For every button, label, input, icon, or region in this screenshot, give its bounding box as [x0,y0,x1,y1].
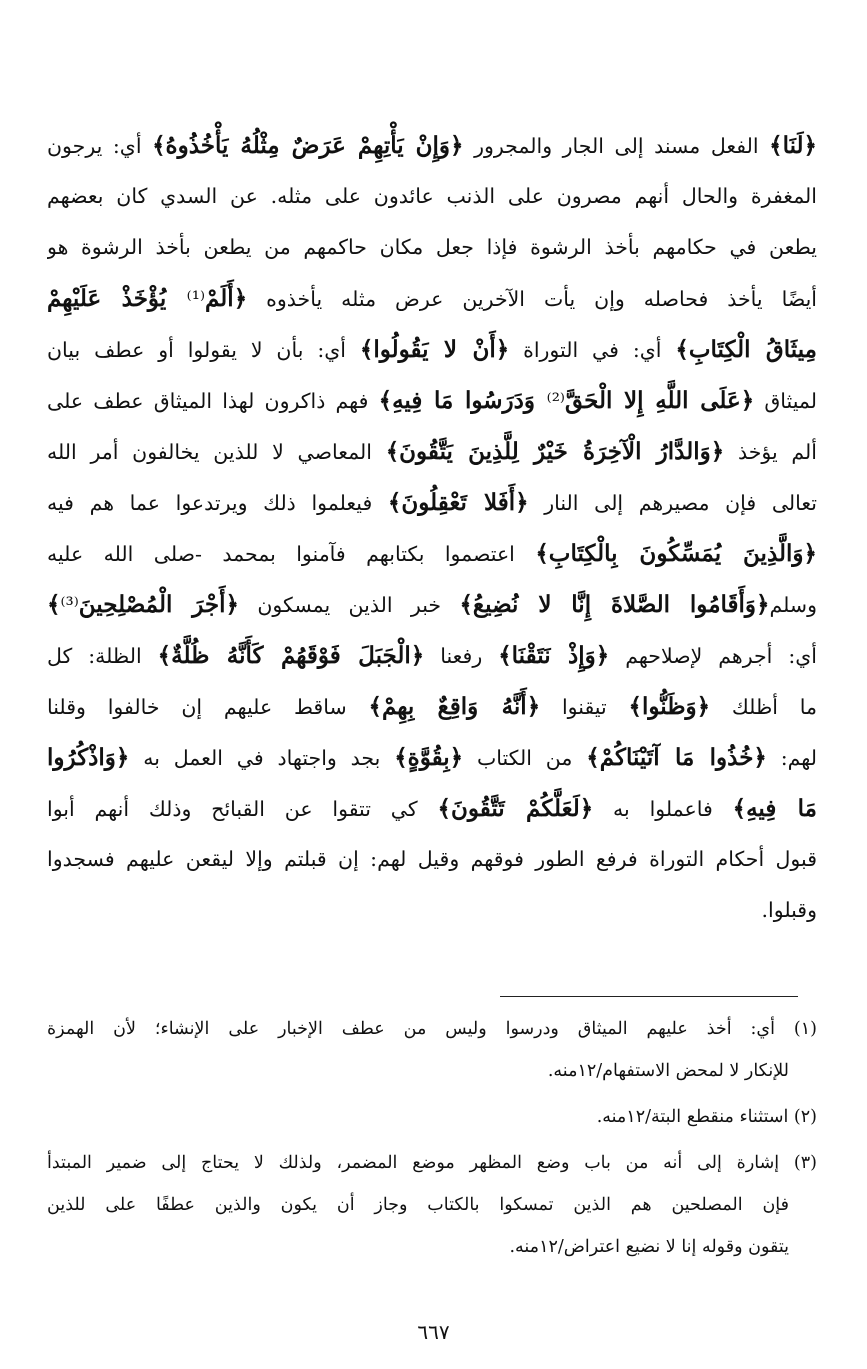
commentary-text: فيعلموا ذلك ويرتدعوا عما هم فيه [47,491,388,515]
text-line [47,273,817,324]
commentary-text: كي تتقوا عن القبائح وذلك أنهم أبوا [47,797,438,821]
commentary-text: ⁽¹⁾ [186,287,205,311]
quran-quote: ﴿أَنْ لا يَقُولُوا﴾ [359,336,510,363]
quran-quote: وَدَرَسُوا مَا فِيهِ﴾ [378,387,547,414]
footnote [47,1096,817,1138]
quran-quote: ﴿وَإِنْ يَأْتِهِمْ عَرَضٌ مِثْلُهُ يَأْخُذُوهُ﴾ [152,132,464,159]
commentary-text: وقبلوا. [761,898,817,922]
commentary-text: أي: بأن لا يقولوا أو عطف بيان [47,338,360,362]
text-line [47,630,817,681]
text-line [47,477,817,528]
footnote-divider [500,996,798,997]
footnotes-section [47,1008,817,1272]
text-line [47,783,817,834]
commentary-text: لميثاق [754,389,817,413]
footnote-line: يتقون وقوله إنا لا نضيع اعتراض/١٢منه. [509,1237,789,1257]
commentary-text: أي: أجرهم لإصلاحهم [609,644,817,668]
text-line [47,528,817,579]
commentary-text: ما أظلك [710,695,817,719]
commentary-text: وسلم [769,593,817,617]
commentary-text: الفعل مسند إلى الجار والمجرور [463,134,770,158]
text-line [47,375,817,426]
text-line [47,579,817,630]
quran-quote: ﴿وَالدَّارُ الْآخِرَةُ خَيْرٌ لِلَّذِينَ يَتَّقُونَ﴾ [385,438,725,465]
page-number: ٦٦٧ [417,1320,450,1344]
commentary-text: ⁽²⁾ [546,389,565,413]
quran-quote: مِيثَاقُ الْكِتَابِ﴾ [675,336,817,363]
quran-quote: ﴿خُذُوا مَا آتَيْنَاكُمْ﴾ [586,744,767,771]
footnote-line: (١) أي: أخذ عليهم الميثاق ودرسوا وليس من عطف الإخبار على الإنشاء؛ لأن الهمزة [47,1019,817,1039]
footnote-line: فإن المصلحين هم الذين تمسكوا بالكتاب وجاز أن يكون والذين عطفًا على للذين [47,1195,789,1215]
commentary-text: تيقنوا [540,695,629,719]
commentary-text: فاعملوا به [593,797,733,821]
quran-quote: ﴿لَنَا﴾ [769,132,817,159]
main-text-body [47,120,817,936]
commentary-text: ألم يؤخذ [724,440,817,464]
commentary-text: ⁽³⁾ [60,593,79,617]
text-line [47,171,817,222]
commentary-text: أيضًا يأخذ فحاصله وإن يأت الآخرين عرض مثله يأخذوه [247,287,817,311]
quran-quote: ﴿أَلَمْ [204,285,248,312]
footnote-line: (٢) استثناء منقطع البتة/١٢منه. [596,1107,817,1127]
commentary-text: الظلة: كل [47,644,158,668]
text-line [47,681,817,732]
commentary-text: أي: في التوراة [509,338,676,362]
text-line [47,885,817,936]
commentary-text: المعاصي لا للذين يخالفون أمر الله [47,440,386,464]
quran-quote: ﴿بِقُوَّةٍ﴾ [394,744,464,771]
commentary-text: اعتصموا بكتابهم فآمنوا بمحمد -صلى الله عليه [47,542,536,566]
commentary-text: المغفرة والحال أنهم مصرون على الذنب عائدون على مثله. عن السدي كان بعضهم [47,184,817,208]
commentary-text: بجد واجتهاد في العمل به [129,746,395,770]
footnote-line: للإنكار لا لمحض الاستفهام/١٢منه. [547,1061,789,1081]
commentary-text: خبر الذين يمسكون [238,593,460,617]
text-line [47,120,817,171]
quran-quote: ﴿لَعَلَّكُمْ تَتَّقُونَ﴾ [437,795,594,822]
quran-quote: ﴿وَالَّذِينَ يُمَسِّكُونَ بِالْكِتَابِ﴾ [535,540,817,567]
commentary-text: يطعن في حكامهم بأخذ الرشوة فإذا جعل مكان حاكمهم من يطعن بأخذ الرشوة هو [47,235,817,259]
commentary-text: من الكتاب [463,746,587,770]
quran-quote: ﴿أَنَّهُ وَاقِعٌ بِهِمْ﴾ [368,693,541,720]
footnote [47,1008,817,1092]
commentary-text: قبول أحكام التوراة فرفع الطور فوقهم وقيل لهم: إن قبلتم وإلا ليقعن عليهم فسجدوا [47,847,817,871]
quran-quote: ﴿الْجَبَلَ فَوْقَهُمْ كَأَنَّهُ ظُلَّةٌ﴾ [157,642,425,669]
footnote-line: (٣) إشارة إلى أنه من باب وضع المظهر موضع المضمر، ولذلك لا يحتاج إلى ضمير المبتدأ [47,1153,817,1173]
quran-quote: ﴿وَظَنُّوا﴾ [628,693,711,720]
commentary-text: لهم: [766,746,817,770]
text-line [47,222,817,273]
quran-quote: ﴿أَجْرَ الْمُصْلِحِينَ [78,591,239,618]
quran-quote: ﴿وَإِذْ نَتَقْنَا﴾ [498,642,610,669]
commentary-text: فهم ذاكرون لهذا الميثاق عطف على [47,389,379,413]
commentary-text: ساقط عليهم إن خالفوا وقلنا [47,695,369,719]
quran-quote: ﴿وَأَقَامُوا الصَّلاةَ إِنَّا لا نُضِيعُ﴾ [459,591,770,618]
quran-quote: ﴿أَفَلا تَعْقِلُونَ﴾ [387,489,529,516]
commentary-text: تعالى فإن مصيرهم إلى النار [528,491,817,515]
text-line [47,834,817,885]
quran-quote: ﴿عَلَى اللَّهِ إِلا الْحَقَّ [564,387,755,414]
commentary-text: أي: يرجون [47,134,153,158]
quran-quote: يُؤْخَذْ عَلَيْهِمْ [47,285,187,312]
text-line [47,732,817,783]
footnote [47,1142,817,1268]
commentary-text: رفعنا [424,644,499,668]
text-line [47,426,817,477]
quran-quote: ﴿وَاذْكُرُوا [47,744,130,771]
quran-quote: مَا فِيهِ﴾ [732,795,817,822]
text-line [47,324,817,375]
quran-quote: ﴾ [47,591,61,618]
